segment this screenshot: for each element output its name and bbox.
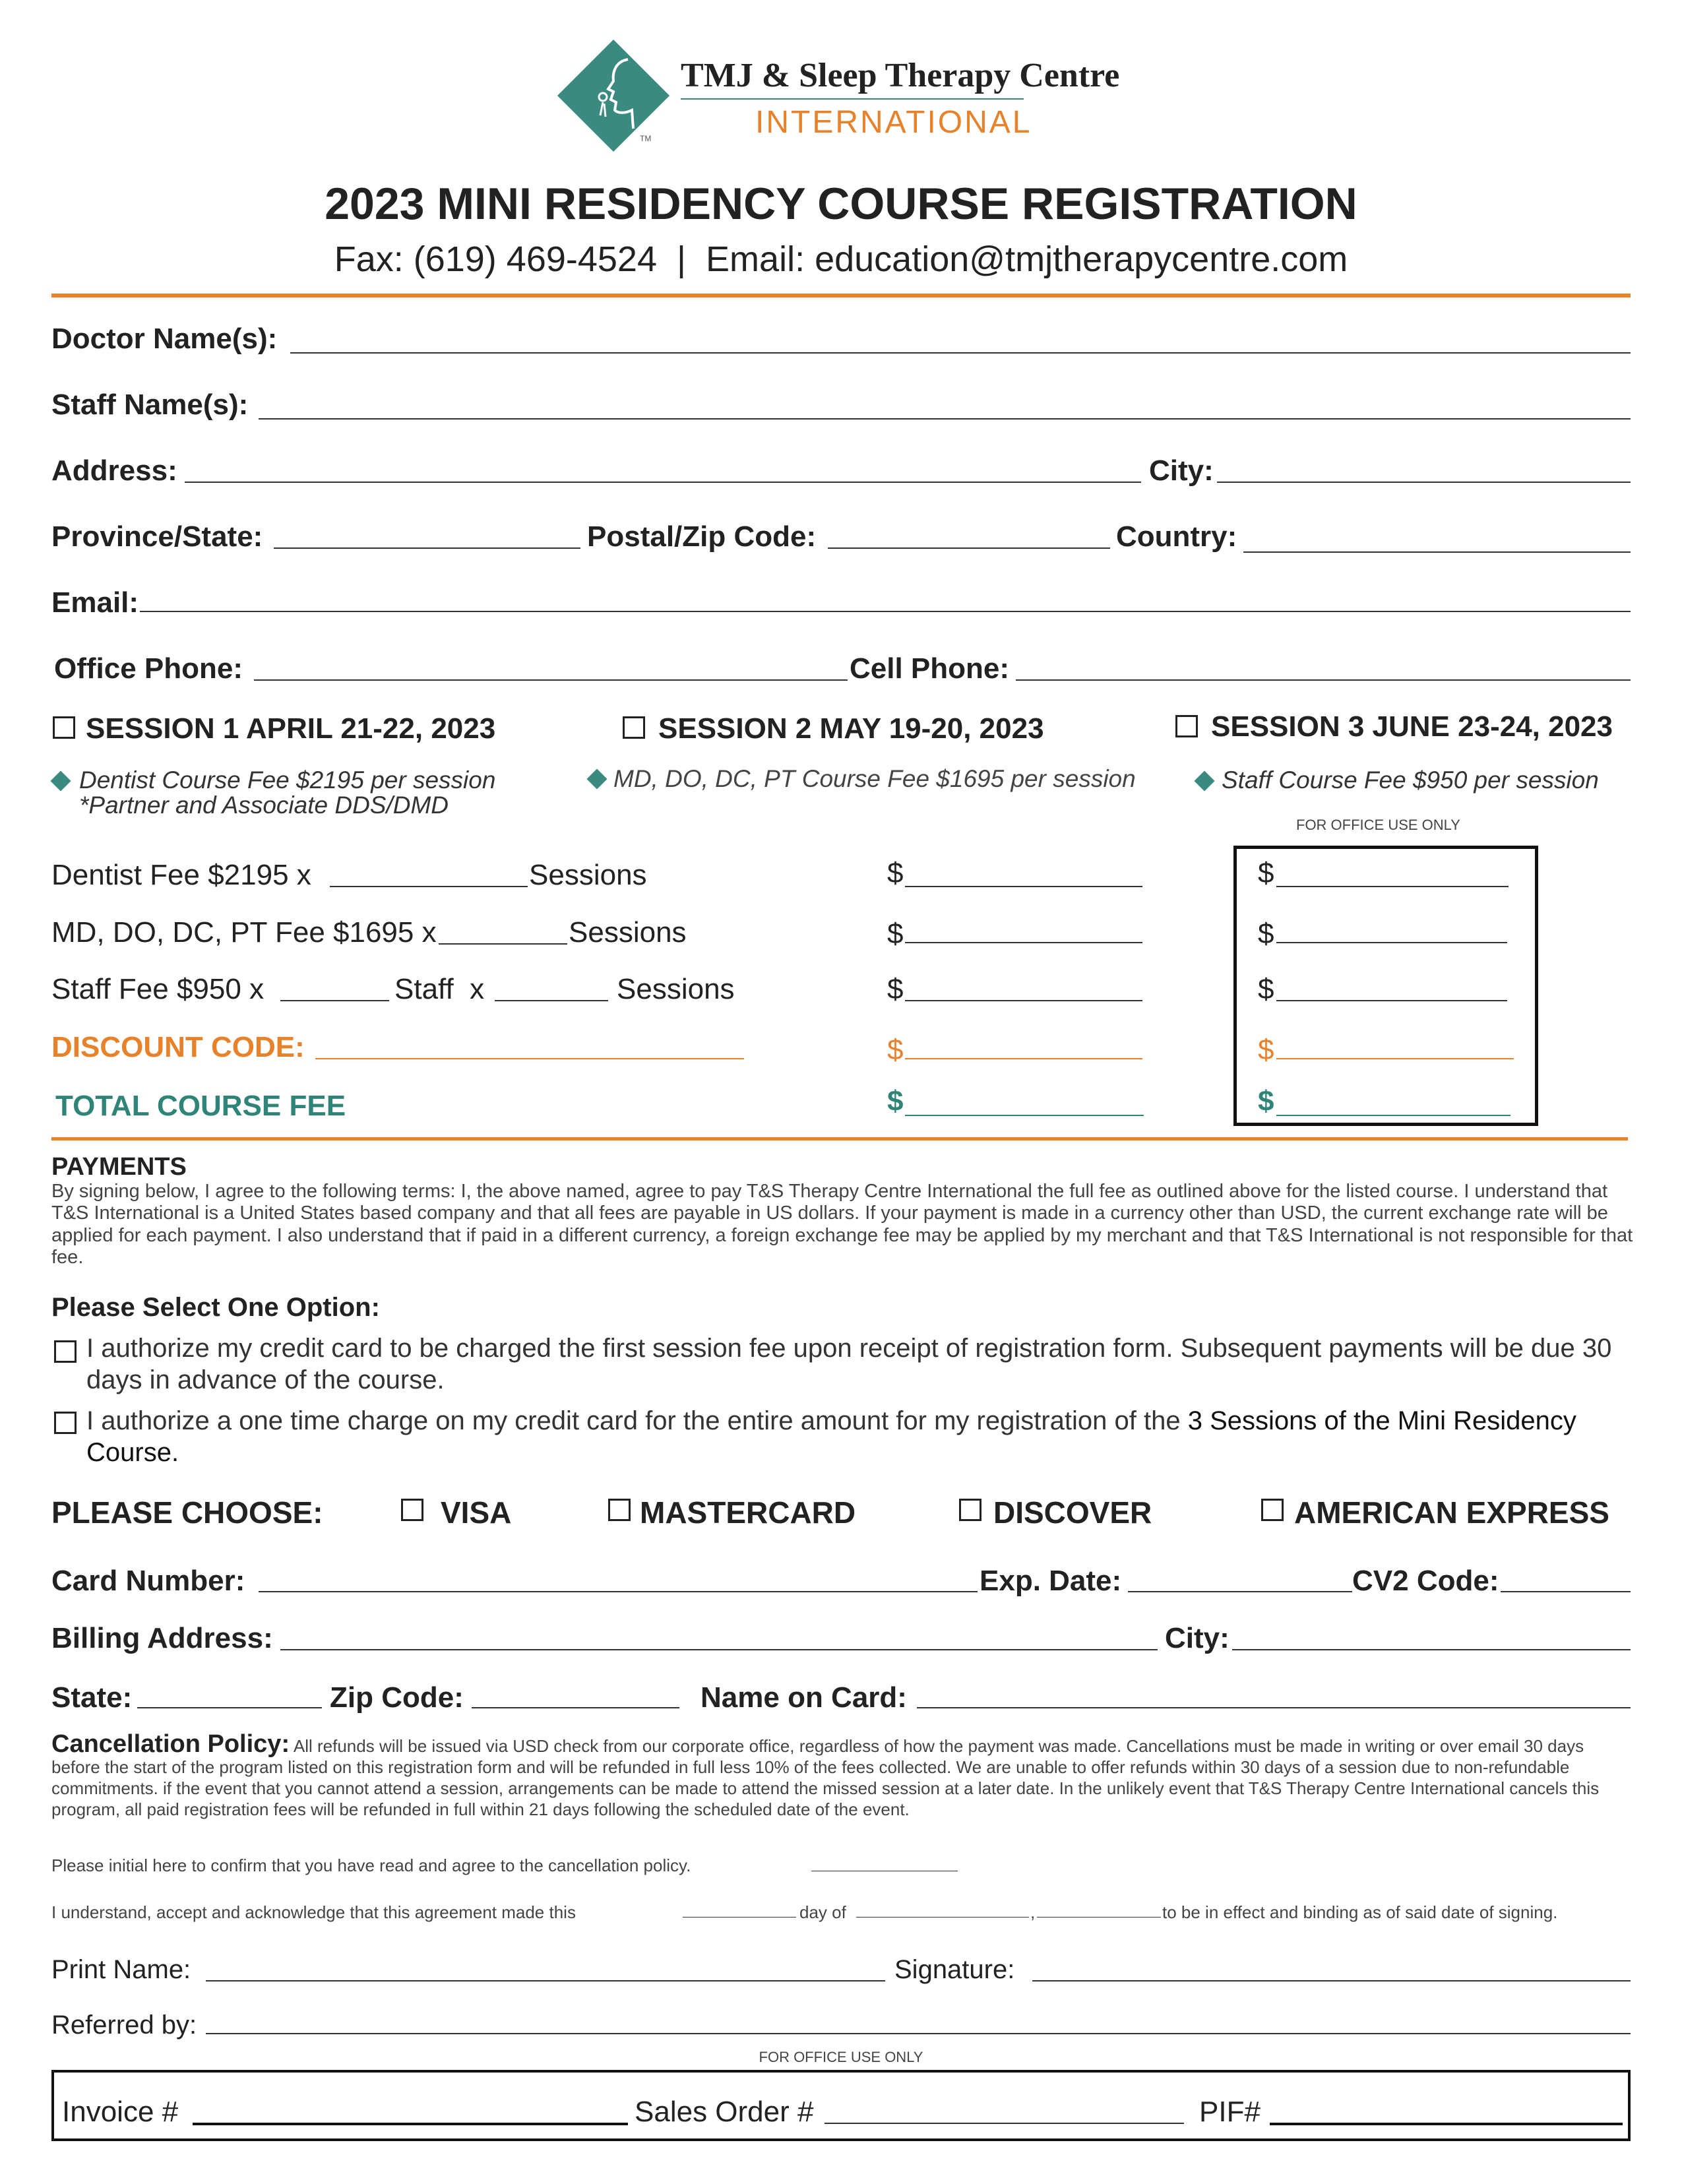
office-use-footer-box bbox=[51, 2070, 1631, 2141]
agreement-text-b: day of bbox=[799, 1902, 846, 1922]
card-number-label: Card Number: bbox=[51, 1565, 245, 1597]
logo-face-icon bbox=[554, 36, 673, 155]
discover-label: DISCOVER bbox=[993, 1495, 1152, 1530]
mastercard-label: MASTERCARD bbox=[640, 1495, 856, 1530]
payments-heading: PAYMENTS bbox=[51, 1153, 187, 1181]
total-course-fee-label: TOTAL COURSE FEE bbox=[55, 1090, 346, 1122]
dollar-sign: $ bbox=[1258, 973, 1274, 1005]
province-state-label: Province/State: bbox=[51, 520, 263, 553]
doctor-names-field[interactable] bbox=[290, 352, 1631, 354]
visa-checkbox[interactable] bbox=[401, 1499, 423, 1521]
office-use-box bbox=[1233, 846, 1538, 1126]
cv2-field[interactable] bbox=[1501, 1591, 1631, 1592]
option-2-text-a: I authorize a one time charge on my credit card for the entire amount for my registration of the bbox=[86, 1406, 1188, 1435]
postal-zip-label: Postal/Zip Code: bbox=[587, 520, 817, 553]
option-2-text bbox=[86, 1405, 1623, 1468]
agreement-text-d: to be in effect and binding as of said date of signing. bbox=[1162, 1902, 1558, 1922]
dollar-sign: $ bbox=[1258, 1085, 1274, 1117]
cancellation-policy bbox=[51, 1730, 1635, 1820]
option-1-text: I authorize my credit card to be charged the first session fee upon receipt of registration form. Subsequent payments will be due 30 days in advance of the course. bbox=[86, 1334, 1612, 1394]
postal-zip-field[interactable] bbox=[828, 547, 1110, 549]
header-divider bbox=[51, 294, 1631, 297]
country-label: Country: bbox=[1116, 520, 1237, 553]
name-on-card-label: Name on Card: bbox=[701, 1681, 907, 1714]
logo-subname: INTERNATIONAL bbox=[755, 105, 1032, 140]
american-express-label: AMERICAN EXPRESS bbox=[1294, 1495, 1609, 1530]
zip-code-field[interactable] bbox=[472, 1707, 679, 1708]
dollar-sign: $ bbox=[1258, 918, 1274, 950]
agreement-comma: , bbox=[1030, 1902, 1036, 1922]
office-use-footer-label: FOR OFFICE USE ONLY bbox=[759, 2049, 923, 2065]
option-1-checkbox[interactable] bbox=[54, 1340, 77, 1363]
state-label: State: bbox=[51, 1681, 133, 1714]
signature-label: Signature: bbox=[894, 1955, 1015, 1984]
session-1-label: SESSION 1 APRIL 21-22, 2023 bbox=[86, 712, 496, 745]
contact-line: Fax: (619) 469-4524 | Email: education@tmjtherapycentre.com bbox=[334, 239, 1348, 279]
office-phone-field[interactable] bbox=[254, 679, 848, 681]
page-title: 2023 MINI RESIDENCY COURSE REGISTRATION bbox=[325, 179, 1357, 229]
logo bbox=[554, 36, 1135, 155]
staff-names-label: Staff Name(s): bbox=[51, 389, 249, 421]
referred-by-label: Referred by: bbox=[51, 2011, 197, 2040]
american-express-checkbox[interactable] bbox=[1261, 1499, 1284, 1521]
session-1-checkbox[interactable] bbox=[53, 716, 75, 739]
pif-label: PIF# bbox=[1199, 2096, 1261, 2128]
dollar-sign: $ bbox=[887, 1085, 904, 1117]
md-sessions-field[interactable] bbox=[439, 943, 567, 945]
session-2-checkbox[interactable] bbox=[623, 716, 645, 739]
dentist-sessions-label: Sessions bbox=[529, 859, 647, 891]
office-phone-label: Office Phone: bbox=[54, 652, 243, 685]
country-field[interactable] bbox=[1243, 551, 1631, 553]
dentist-fee-note: Dentist Course Fee $2195 per session bbox=[79, 766, 496, 794]
dollar-sign: $ bbox=[887, 857, 904, 889]
dentist-amount-field[interactable] bbox=[905, 886, 1142, 887]
exp-date-label: Exp. Date: bbox=[980, 1565, 1122, 1597]
print-name-field[interactable] bbox=[206, 1980, 885, 1981]
session-2-label: SESSION 2 MAY 19-20, 2023 bbox=[658, 712, 1044, 745]
dollar-sign: $ bbox=[887, 918, 904, 950]
visa-label: VISA bbox=[441, 1495, 512, 1530]
referred-by-field[interactable] bbox=[206, 2033, 1631, 2034]
please-choose-label: PLEASE CHOOSE: bbox=[51, 1495, 323, 1530]
office-total-amount-field[interactable] bbox=[1276, 1115, 1511, 1116]
office-use-label: FOR OFFICE USE ONLY bbox=[1296, 817, 1460, 833]
staff-amount-field[interactable] bbox=[905, 1000, 1142, 1001]
staff-sessions-field[interactable] bbox=[495, 1000, 608, 1001]
signature-field[interactable] bbox=[1032, 1980, 1631, 1981]
bullet-diamond-icon bbox=[586, 768, 607, 789]
sales-order-field[interactable] bbox=[825, 2123, 1184, 2124]
md-sessions-label: Sessions bbox=[569, 916, 687, 949]
cv2-label: CV2 Code: bbox=[1352, 1565, 1499, 1597]
billing-city-field[interactable] bbox=[1232, 1649, 1631, 1650]
total-amount-field[interactable] bbox=[905, 1115, 1144, 1116]
pif-field[interactable] bbox=[1270, 2123, 1623, 2125]
billing-address-field[interactable] bbox=[280, 1649, 1158, 1650]
discount-code-field[interactable] bbox=[315, 1058, 744, 1059]
dollar-sign: $ bbox=[1258, 1034, 1274, 1066]
invoice-label: Invoice # bbox=[62, 2096, 179, 2128]
agreement-month-field[interactable] bbox=[856, 1917, 1029, 1918]
invoice-field[interactable] bbox=[193, 2123, 628, 2125]
logo-divider bbox=[681, 98, 1024, 100]
zip-code-label: Zip Code: bbox=[330, 1681, 464, 1714]
staff-names-field[interactable] bbox=[259, 418, 1631, 420]
dollar-sign: $ bbox=[887, 1034, 904, 1066]
agreement-day-field[interactable] bbox=[683, 1917, 796, 1918]
dollar-sign: $ bbox=[887, 973, 904, 1005]
mastercard-checkbox[interactable] bbox=[608, 1499, 631, 1521]
billing-city-label: City: bbox=[1165, 1622, 1230, 1654]
dentist-fee-label: Dentist Fee $2195 x bbox=[51, 859, 311, 891]
dollar-sign: $ bbox=[1258, 857, 1274, 889]
email-label: Email: bbox=[51, 586, 139, 619]
state-field[interactable] bbox=[137, 1707, 322, 1708]
md-fee-label: MD, DO, DC, PT Fee $1695 x bbox=[51, 916, 437, 949]
dentist-sessions-field[interactable] bbox=[330, 886, 528, 887]
option-2-checkbox[interactable] bbox=[54, 1412, 77, 1434]
option-2-text-b: 3 Sessions of the Mini Residency Course. bbox=[86, 1406, 1576, 1467]
bullet-diamond-icon bbox=[50, 770, 71, 791]
cell-phone-label: Cell Phone: bbox=[850, 652, 1010, 685]
staff-count-field[interactable] bbox=[280, 1000, 389, 1001]
office-md-amount-field[interactable] bbox=[1276, 942, 1507, 943]
trademark: TM bbox=[640, 134, 652, 143]
discount-amount-field[interactable] bbox=[905, 1058, 1142, 1059]
name-on-card-field[interactable] bbox=[917, 1707, 1631, 1708]
cancellation-heading: Cancellation Policy: bbox=[51, 1730, 290, 1758]
agreement-year-field[interactable] bbox=[1037, 1917, 1161, 1918]
doctor-names-label: Doctor Name(s): bbox=[51, 323, 278, 355]
address-field[interactable] bbox=[185, 482, 1141, 483]
logo-name: TMJ & Sleep Therapy Centre bbox=[681, 57, 1120, 94]
discover-checkbox[interactable] bbox=[959, 1499, 981, 1521]
office-dentist-amount-field[interactable] bbox=[1276, 886, 1509, 887]
session-3-checkbox[interactable] bbox=[1175, 715, 1198, 737]
billing-address-label: Billing Address: bbox=[51, 1622, 273, 1654]
card-number-field[interactable] bbox=[259, 1591, 978, 1592]
city-field[interactable] bbox=[1217, 482, 1631, 483]
staff-fee-note: Staff Course Fee $950 per session bbox=[1222, 766, 1599, 794]
discount-code-label: DISCOUNT CODE: bbox=[51, 1031, 305, 1063]
staff-sessions-label: Sessions bbox=[617, 973, 735, 1005]
exp-date-field[interactable] bbox=[1128, 1591, 1352, 1592]
email-field[interactable] bbox=[140, 611, 1631, 612]
staff-count-label: Staff x bbox=[394, 973, 485, 1005]
section-divider bbox=[51, 1137, 1628, 1140]
sales-order-label: Sales Order # bbox=[635, 2096, 814, 2128]
agreement-text-a: I understand, accept and acknowledge that this agreement made this bbox=[51, 1902, 576, 1922]
session-3-label: SESSION 3 JUNE 23-24, 2023 bbox=[1211, 710, 1613, 743]
staff-fee-label: Staff Fee $950 x bbox=[51, 973, 265, 1005]
payments-terms: By signing below, I agree to the following terms: I, the above named, agree to pay T&S Therapy Centre International the full fee as outlined above for the listed course. I understand that T&S International is a United States based company and that all fees are payable in US dollars. If your payment is made in a currency other than USD, the current exchange rate will be applied for each payment. I also understand that if paid in a different currency, a foreign exchange fee may be applied by my merchant and that T&S International is not responsible for that fee. bbox=[51, 1181, 1633, 1268]
city-label: City: bbox=[1149, 454, 1214, 487]
cell-phone-field[interactable] bbox=[1016, 679, 1631, 681]
province-state-field[interactable] bbox=[274, 547, 580, 549]
select-option-heading: Please Select One Option: bbox=[51, 1293, 380, 1322]
initial-confirm-text: Please initial here to confirm that you have read and agree to the cancellation policy. bbox=[51, 1856, 691, 1875]
office-staff-amount-field[interactable] bbox=[1276, 1000, 1507, 1001]
md-fee-note: MD, DO, DC, PT Course Fee $1695 per session bbox=[613, 765, 1136, 792]
print-name-label: Print Name: bbox=[51, 1955, 191, 1984]
office-discount-amount-field[interactable] bbox=[1276, 1058, 1514, 1059]
md-amount-field[interactable] bbox=[905, 942, 1142, 943]
cancellation-text: All refunds will be issued via USD check from our corporate office, regardless of how the payment was made. Cancellations must be made in writing or over email 30 days before the start of the program listed on this registration form and will be refunded in full less 10% of the fees collected. We are unable to offer refunds within 30 days of a session due to non-refundable commitments. if the event that you cannot attend a session, arrangements can be made to attend the missed session at a later date. In the unlikely event that T&S Therapy Centre International cancels this program, all paid registration fees will be refunded in full within 21 days following the scheduled date of the event. bbox=[51, 1736, 1600, 1819]
dentist-fee-subnote: *Partner and Associate DDS/DMD bbox=[79, 792, 449, 819]
address-label: Address: bbox=[51, 454, 177, 487]
bullet-diamond-icon bbox=[1194, 770, 1214, 791]
